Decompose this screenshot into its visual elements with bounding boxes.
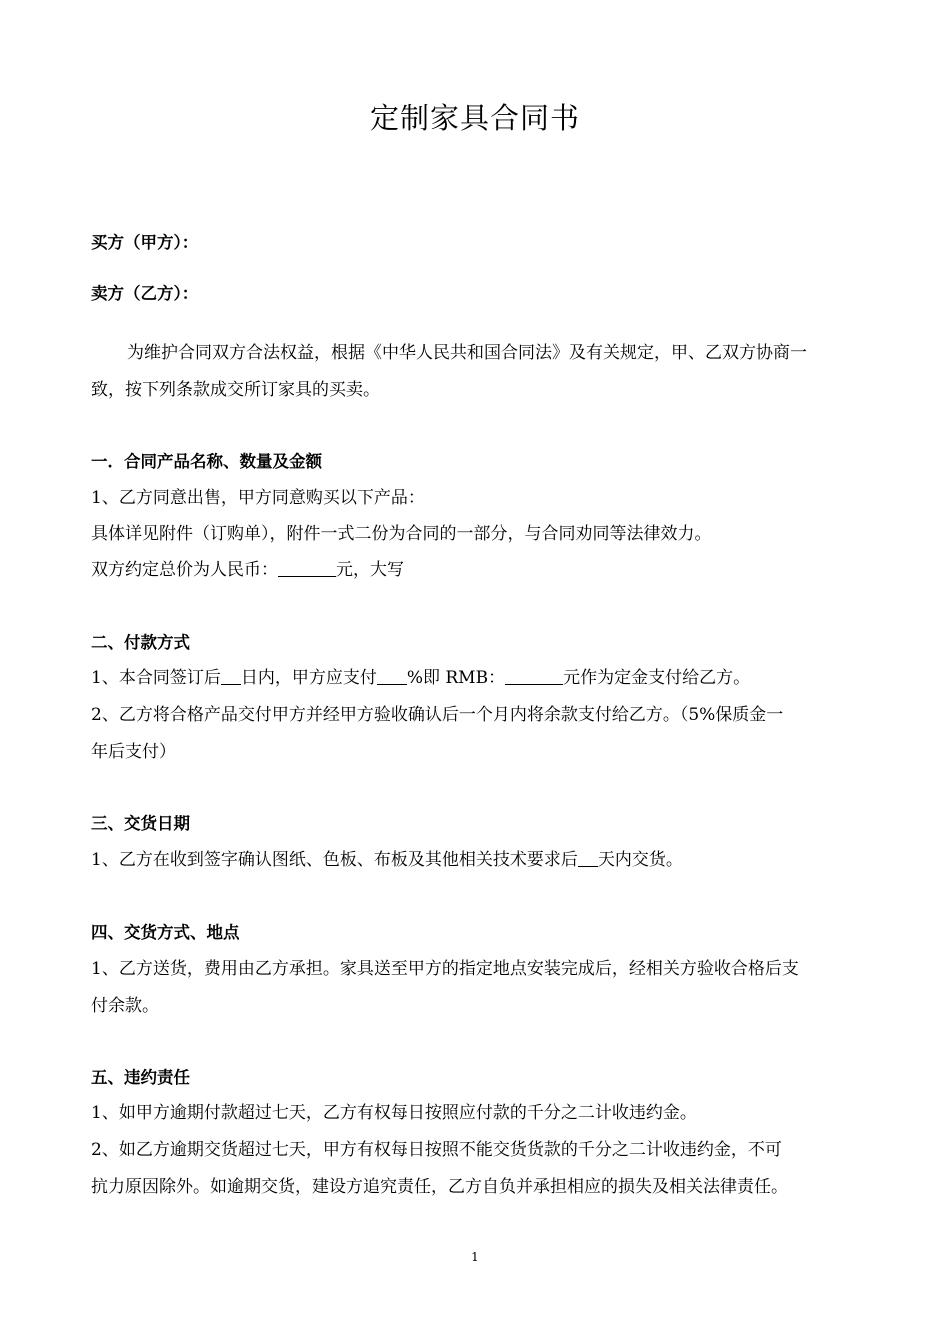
section-5-line-2: 2、如乙方逾期交货超过七天，甲方有权每日按照不能交货货款的千分之二计收违约金，不可 bbox=[91, 1140, 782, 1160]
total-price-blank bbox=[278, 558, 336, 577]
section-2-line-1 bbox=[91, 666, 866, 690]
section-4-line-1: 1、乙方送货，费用由乙方承担。家具送至甲方的指定地点安装完成后，经相关方验收合格后支 bbox=[91, 959, 799, 979]
delivery-days-blank bbox=[578, 848, 598, 867]
page-number: 1 bbox=[471, 1250, 479, 1264]
payment-clause-part-1: 1、本合同签订后 bbox=[91, 668, 221, 688]
days-blank bbox=[221, 666, 241, 685]
payment-clause-part-3: %即 RMB： bbox=[406, 668, 506, 688]
section-3-heading: 三、交货日期 bbox=[91, 814, 190, 833]
document-title: 定制家具合同书 bbox=[369, 101, 580, 135]
section-2-line-2: 2、乙方将合格产品交付甲方并经甲方验收确认后一个月内将余款支付给乙方。（5%保质金一 bbox=[91, 705, 784, 725]
section-2-line-3: 年后支付） bbox=[91, 742, 176, 762]
total-price-label: 双方约定总价为人民币： bbox=[91, 560, 278, 580]
section-4-line-2: 付余款。 bbox=[91, 996, 159, 1016]
section-2-heading: 二、付款方式 bbox=[91, 633, 190, 652]
delivery-clause-after: 天内交货。 bbox=[597, 850, 683, 870]
section-1-heading: 一．合同产品名称、数量及金额 bbox=[91, 452, 322, 471]
total-price-suffix: 元，大写 bbox=[336, 560, 404, 580]
percent-blank bbox=[377, 666, 407, 685]
section-5-line-1: 1、如甲方逾期付款超过七天，乙方有权每日按照应付款的千分之二计收违约金。 bbox=[91, 1103, 697, 1123]
preamble-line-2: 致，按下列条款成交所订家具的买卖。 bbox=[91, 380, 380, 400]
deposit-amount-blank bbox=[505, 666, 563, 685]
section-4-heading: 四、交货方式、地点 bbox=[91, 923, 240, 942]
preamble-line-1: 为维护合同双方合法权益，根据《中华人民共和国合同法》及有关规定，甲、乙双方协商一 bbox=[127, 343, 807, 363]
section-1-line-2: 具体详见附件（订购单），附件一式二份为合同的一部分，与合同劝同等法律效力。 bbox=[91, 524, 712, 544]
payment-clause-part-2: 日内，甲方应支付 bbox=[240, 668, 377, 688]
section-5-line-3: 抗力原因除外。如逾期交货，建设方追究责任，乙方自负并承担相应的损失及相关法律责任。 bbox=[91, 1177, 788, 1197]
section-1-line-1: 1、乙方同意出售，甲方同意购买以下产品： bbox=[91, 488, 425, 508]
section-5-heading: 五、违约责任 bbox=[91, 1068, 190, 1087]
payment-clause-part-4: 元作为定金支付给乙方。 bbox=[563, 668, 751, 688]
buyer-label: 买方（甲方）： bbox=[91, 233, 199, 252]
section-1-line-3 bbox=[91, 558, 866, 582]
section-3-line-1 bbox=[91, 848, 866, 872]
seller-label: 卖方（乙方）： bbox=[91, 284, 199, 303]
delivery-clause-before: 1、乙方在收到签字确认图纸、色板、布板及其他相关技术要求后 bbox=[91, 850, 578, 870]
